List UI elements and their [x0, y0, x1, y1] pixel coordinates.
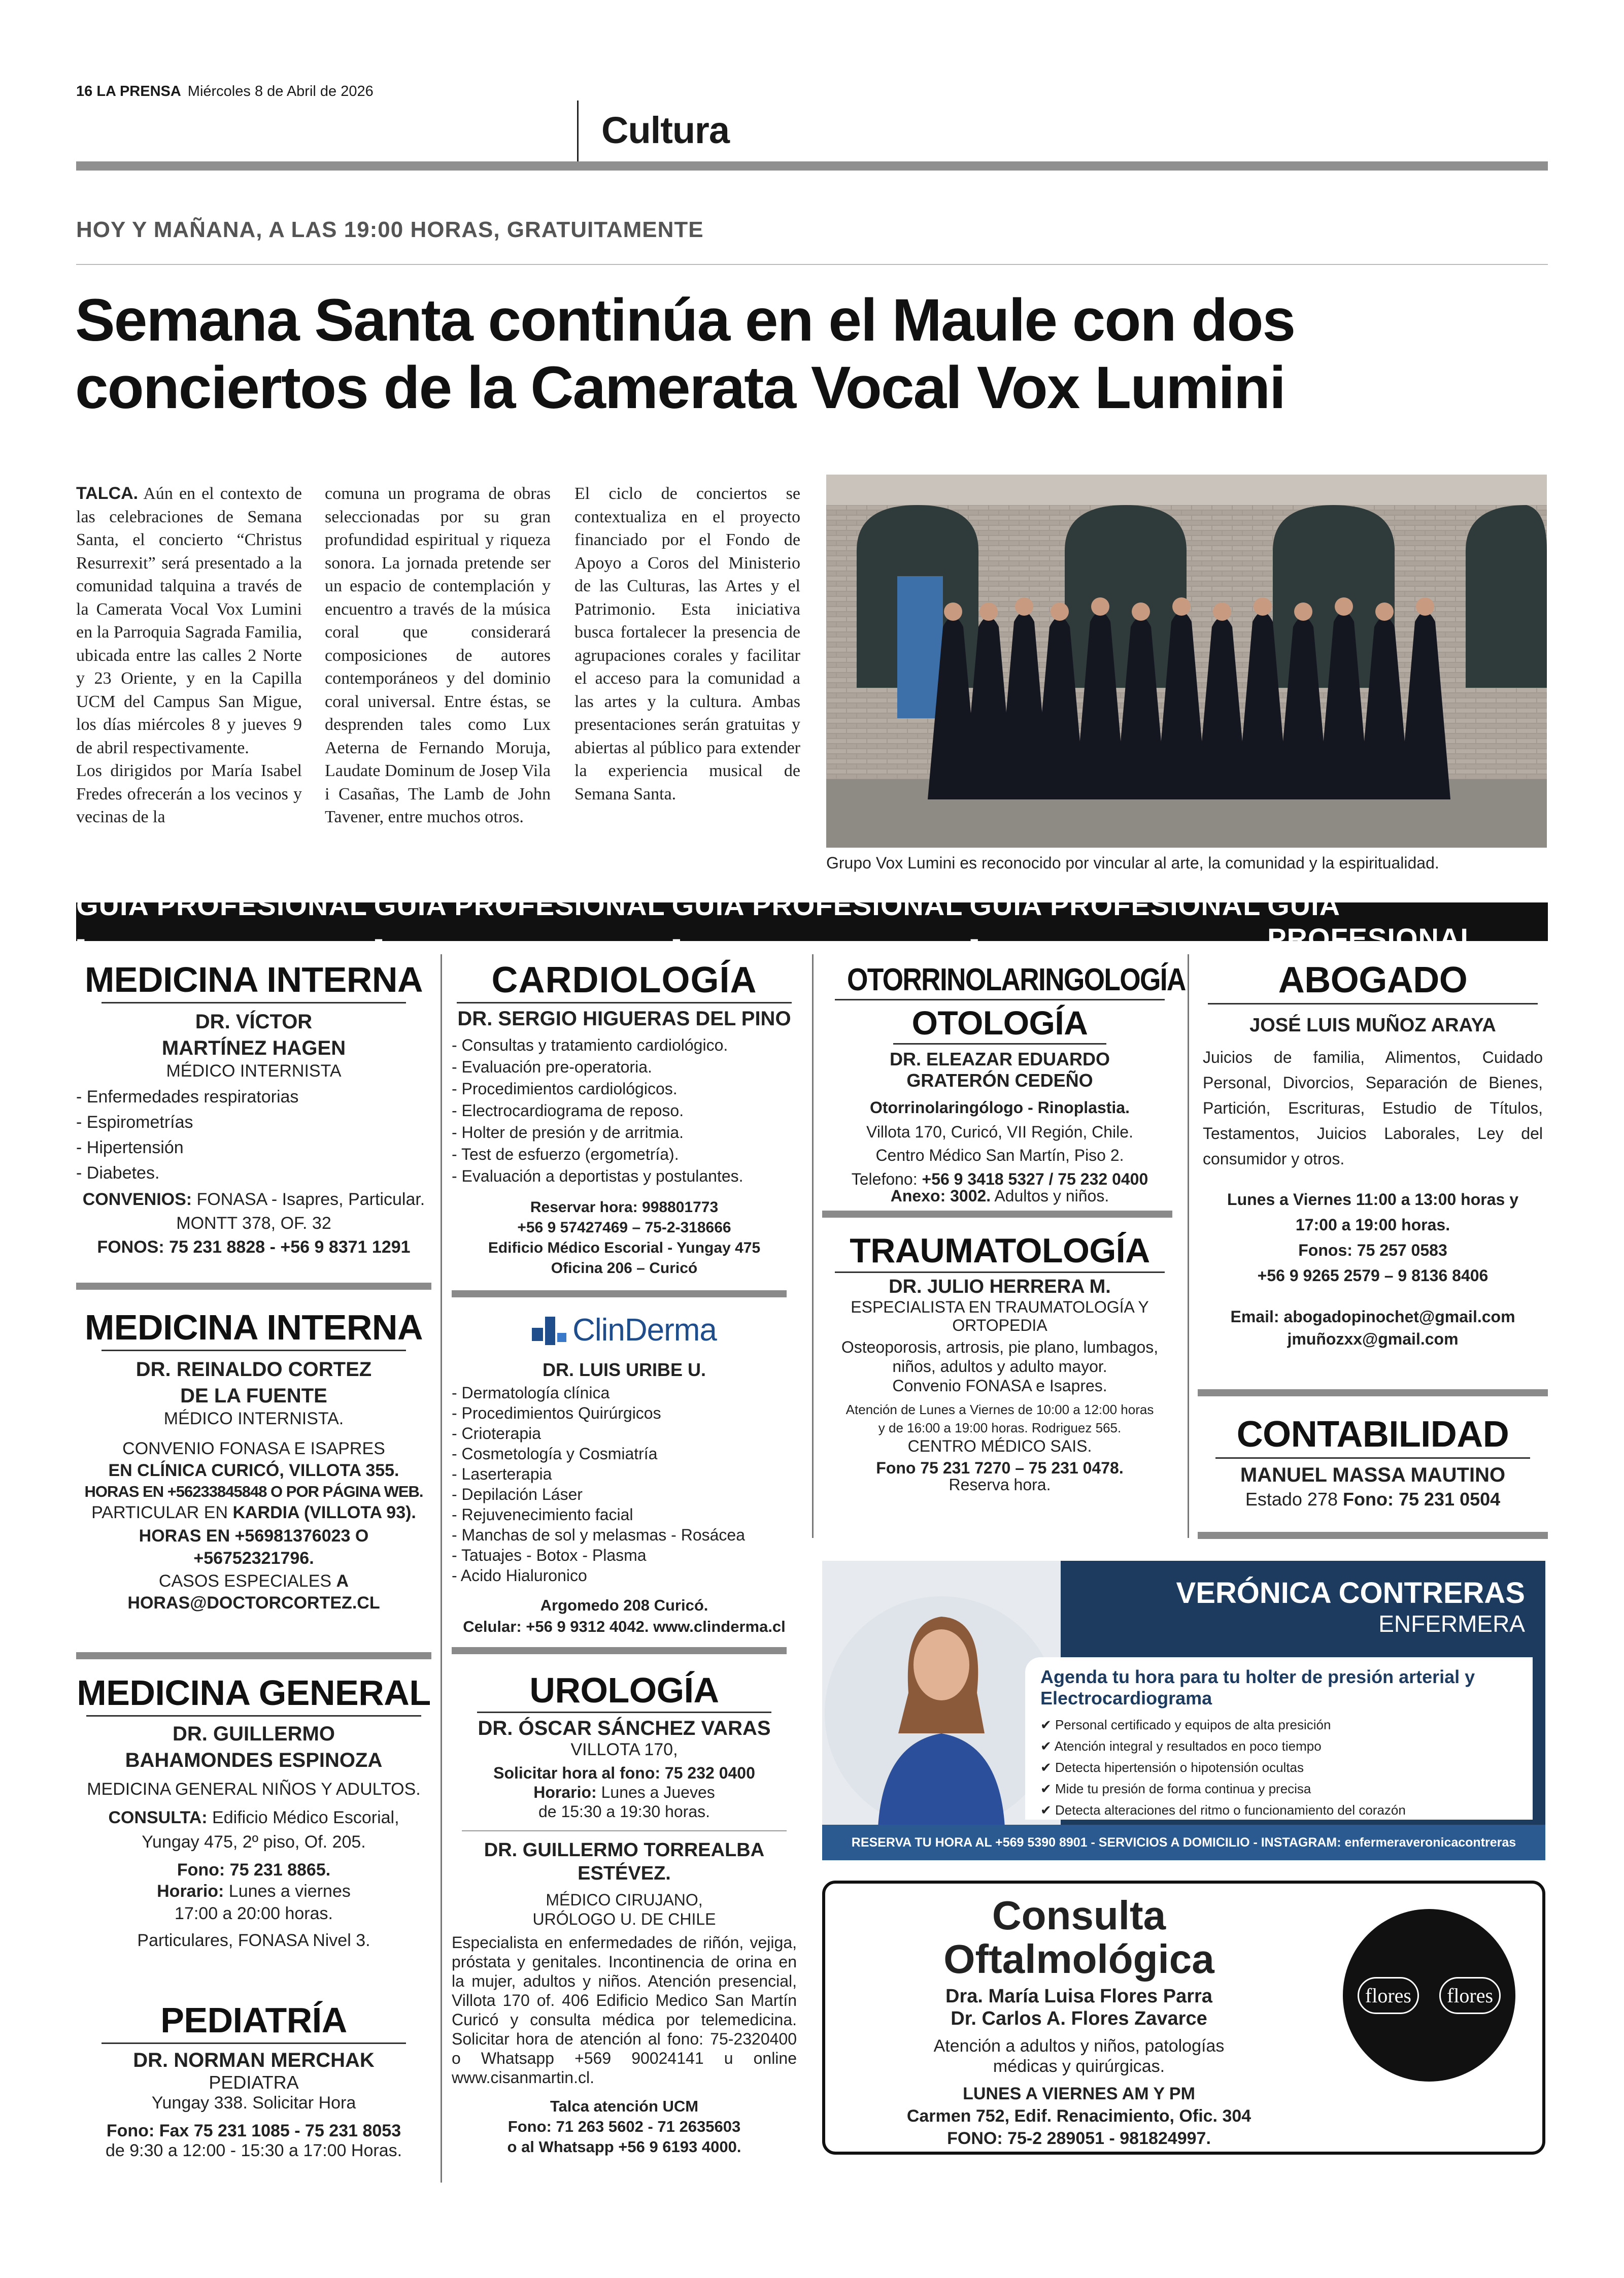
accountant-name: MANUEL MASSA MAUTINO	[1240, 1464, 1506, 1486]
check-text: Personal certificado y equipos de alta presición	[1055, 1717, 1331, 1732]
doctor-role: Otorrinolaringólogo - Rinoplastia.	[870, 1098, 1130, 1117]
phone-value: +56 9 3418 5327 / 75 232 0400	[922, 1170, 1148, 1188]
article-column-1	[76, 482, 302, 829]
doctor-role: MÉDICO INTERNISTA.	[163, 1409, 344, 1428]
clinderma-logo-icon	[532, 1313, 567, 1348]
ad-title: ABOGADO	[1278, 960, 1468, 1000]
services-panel	[1025, 1657, 1533, 1820]
column-divider	[441, 954, 442, 2183]
ad-separator	[76, 1283, 431, 1290]
services-checklist	[1040, 1714, 1517, 1821]
special-cases	[76, 1571, 431, 1591]
extension-label: Anexo: 3002.	[890, 1187, 991, 1205]
check-text: Detecta hipertensión o hipotensión ocultas	[1055, 1760, 1304, 1775]
ad-separator	[452, 1647, 787, 1654]
extension-note: Adultos y niños.	[991, 1187, 1109, 1205]
title-rule	[101, 1350, 406, 1351]
booking-footer: RESERVA TU HORA AL +569 5390 8901 - SERVICIOS A DOMICILIO - INSTAGRAM: enfermeraveronicacontreras	[822, 1825, 1545, 1860]
doctor-role: MÉDICO INTERNISTA	[166, 1061, 342, 1081]
nurse-name: VERÓNICA CONTRERAS	[1176, 1577, 1525, 1610]
article-headline	[75, 287, 1547, 422]
header-bar	[76, 161, 1548, 171]
convenios-label: CONVENIOS:	[82, 1190, 192, 1209]
address: Estado 278	[1245, 1489, 1343, 1510]
ad-medicina-interna-1	[76, 959, 431, 1257]
column-divider	[1188, 954, 1189, 1538]
address-phone	[1198, 1489, 1548, 1510]
kicker-rule	[76, 264, 1548, 265]
ad-traumatologia	[822, 1231, 1177, 1494]
particular-place: KARDIA (VILLOTA 93).	[232, 1503, 416, 1522]
check-item	[1040, 1799, 1517, 1821]
ad-abogado	[1198, 959, 1548, 1350]
article-column-2: comuna un programa de obras seleccionadas por su gran profundidad espiritual y riqueza sonora. La jornada pretende ser un espacio de contemplación y encuentro a través de la música coral que considerará composiciones de autores contemporáneos y del dominio coral universal. Entre éstas, se desprenden tales como Lux Aeterna de Fernando Moruja, Laudate Dominum de Josep Vila i Casañas, The Lamb de John Tavener, entre muchos otros.	[325, 484, 551, 826]
ad-pediatria	[76, 2000, 431, 2161]
consulta-value: Edificio Médico Escorial, Yungay 475, 2º piso, Of. 205.	[142, 1808, 399, 1852]
check-icon: ✔	[1040, 1802, 1056, 1818]
doctor-name: DR. SERGIO HIGUERAS DEL PINO	[457, 1008, 791, 1030]
clinic-line: EN CLÍNICA CURICÓ, VILLOTA 355.	[108, 1461, 399, 1480]
ad-title: CONTABILIDAD	[1236, 1414, 1509, 1455]
doctor-name: DR. ELEAZAR EDUARDO GRATERÓN CEDEÑO	[889, 1049, 1110, 1091]
doctor-name: DR. REINALDO CORTEZ DE LA FUENTE	[136, 1358, 372, 1407]
doctor-name: DR. GUILLERMO BAHAMONDES ESPINOZA	[125, 1723, 383, 1771]
guia-label: GUÍA PROFESIONAL -	[969, 889, 1261, 954]
check-icon: ✔	[1040, 1738, 1055, 1754]
ad-separator	[76, 1652, 431, 1659]
contact-info: LUNES A VIERNES AM Y PM Carmen 752, Edif. Renacimiento, Ofic. 304 FONO: 75-2 289051 - 981824997.	[906, 2084, 1251, 2148]
ad-otorrino	[822, 962, 1186, 1205]
doctor-role: PEDIATRA	[209, 2072, 299, 2093]
guia-profesional-banner	[76, 889, 1548, 954]
ad-separator	[1198, 1532, 1548, 1539]
article-column-3: El ciclo de conciertos se contextualiza en el proyecto financiado por el Fondo de Apoyo a Coros del Ministerio de las Culturas, las Artes y el Patrimonio. Esta iniciativa busca fortalecer la presencia de agrupaciones corales y facilitar el acceso para la comunidad a las artes y la cultura. Ambas presentaciones serán gratuitas y abiertas al público para extender la experiencia musical de Semana Santa.	[574, 484, 800, 803]
services-headline: Agenda tu hora para tu holter de presión arterial y Electrocardiograma	[1040, 1666, 1475, 1708]
title-rule	[86, 1715, 421, 1717]
clinderma-brand: ClinDerma	[572, 1313, 717, 1348]
doctor-role: MEDICINA GENERAL NIÑOS Y ADULTOS.	[87, 1780, 421, 1799]
doctor-name-2: DR. GUILLERMO TORREALBA ESTÉVEZ.	[484, 1839, 765, 1884]
particular-line	[76, 1503, 431, 1523]
check-item	[1040, 1714, 1517, 1735]
title-rule	[835, 999, 1165, 1000]
clinderma-logo	[452, 1312, 797, 1348]
hours-line: HORAS EN +56233845848 O POR PÁGINA WEB.	[84, 1483, 423, 1500]
nurse-role: ENFERMERA	[1378, 1611, 1525, 1637]
article-kicker: HOY Y MAÑANA, A LAS 19:00 HORAS, GRATUITAMENTE	[76, 217, 704, 242]
contact-info: Talca atención UCM Fono: 71 263 5602 - 71 2635603 o al Whatsapp +56 9 6193 4000.	[507, 2097, 741, 2156]
ad-separator	[1198, 1389, 1548, 1396]
doctors: Dra. María Luisa Flores Parra Dr. Carlos A. Flores Zavarce	[945, 1986, 1212, 2029]
center: CENTRO MÉDICO SAIS.	[907, 1437, 1092, 1455]
ad-contabilidad	[1198, 1414, 1548, 1510]
convenio-line: CONVENIO FONASA E ISAPRES	[122, 1439, 385, 1458]
header-divider	[577, 100, 579, 161]
phone-label: Telefono:	[851, 1170, 922, 1188]
guia-label: GUÍA PROFESIONAL	[1267, 889, 1478, 954]
doctor-name: DR. NORMAN MERCHAK	[133, 2049, 375, 2071]
consulta-label: CONSULTA:	[108, 1808, 208, 1827]
page-number: 16 LA PRENSA	[76, 83, 181, 99]
check-icon: ✔	[1040, 1760, 1056, 1775]
title-rule	[101, 1002, 406, 1003]
headline-line-2: conciertos de la Camerata Vocal Vox Lumini	[75, 354, 1285, 422]
hours-phones: Lunes a Viernes 11:00 a 13:00 horas y 17:00 a 19:00 horas. Fonos: 75 257 0583 +56 9 9265 2579 – 9 8136 8406	[1227, 1190, 1518, 1285]
schedule-value: Lunes a Jueves de 15:30 a 19:30 horas.	[538, 1783, 715, 1821]
email: HORAS@DOCTORCORTEZ.CL	[127, 1593, 380, 1613]
coverage: Particulares, FONASA Nivel 3.	[137, 1931, 370, 1950]
ad-medicina-general	[76, 1672, 431, 1951]
schedule-value: Lunes a viernes 17:00 a 20:00 horas.	[175, 1882, 351, 1923]
ad-title: CARDIOLOGÍA	[491, 960, 757, 1000]
practice-areas: Juicios de familia, Alimentos, Cuidado Personal, Divorcios, Separación de Bienes, Partición, Escrituras, Estudio de Títulos, Testamentos, Juicios Laborales, Ley del consumidor y otros.	[1203, 1048, 1543, 1168]
hours: de 9:30 a 12:00 - 15:30 a 17:00 Horas.	[105, 2141, 402, 2160]
ad-clinderma	[452, 1312, 797, 1637]
ad-title: PEDIATRÍA	[160, 2000, 347, 2040]
emails: Email: abogadopinochet@gmail.com jmuñozxx@gmail.com	[1230, 1308, 1515, 1348]
section-title: Cultura	[601, 109, 729, 151]
nurse-title	[1176, 1576, 1525, 1637]
special-label: CASOS ESPECIALES	[158, 1571, 336, 1591]
phones: FONOS: 75 231 8828 - +56 9 8371 1291	[97, 1237, 411, 1257]
doctor-name: DR. JULIO HERRERA M.	[889, 1276, 1111, 1297]
logo-lens-left: flores	[1358, 1977, 1419, 2014]
ad-title: MEDICINA INTERNA	[84, 960, 423, 999]
particular-label: PARTICULAR EN	[91, 1503, 233, 1522]
check-text: Detecta alteraciones del ritmo o funcionamiento del corazón	[1055, 1802, 1406, 1818]
oft-info	[825, 1894, 1333, 2150]
reserve: Reserva hora.	[949, 1476, 1051, 1494]
convenios	[76, 1190, 431, 1210]
phones: Fono: Fax 75 231 1085 - 75 231 8053	[106, 2121, 401, 2140]
schedule-label: Horario:	[533, 1783, 597, 1801]
doctor-role: ESPECIALISTA EN TRAUMATOLOGÍA Y ORTOPEDIA	[851, 1298, 1149, 1334]
phone: Fono: 75 231 8865.	[177, 1860, 331, 1880]
page-header	[76, 83, 374, 100]
convenios-value: FONASA - Isapres, Particular.	[192, 1190, 425, 1209]
check-item	[1040, 1735, 1517, 1757]
ad-title: Consulta Oftalmológica	[943, 1893, 1214, 1982]
ad-separator	[822, 1211, 1172, 1218]
schedule-label: Horario:	[157, 1882, 224, 1901]
column-1-text: Aún en el contexto de las celebraciones de Semana Santa, el concierto “Christus Resurrexit” será presentado a la comunidad talquina a través de la Camerata Vocal Vox Lumini en la Parroquia Sagrada Familia, ubicada entre las calles 2 Norte y 23 Oriente, y en la Capilla UCM del Campus San Migue, los días miércoles 8 y jueves 9 de abril respectivamente. Los dirigidos por María Isabel Fredes ofrecerán a los vecinos y vecinas de la	[76, 484, 302, 826]
title-rule	[1215, 1457, 1530, 1459]
address: Villota 170, Curicó, VII Región, Chile. Centro Médico San Martín, Piso 2.	[866, 1123, 1133, 1164]
consulta	[76, 1805, 431, 1854]
services-list: - Enfermedades respiratorias - Espirometrías - Hipertensión - Diabetes.	[76, 1087, 299, 1183]
ad-urologia	[452, 1670, 797, 2157]
title-rule	[1208, 1003, 1538, 1004]
address: Yungay 338. Solicitar Hora	[151, 2093, 356, 2113]
title-rule	[457, 1002, 792, 1003]
description: Osteoporosis, artrosis, pie plano, lumbagos, niños, adultos y adulto mayor. Convenio FONASA e Isapres.	[841, 1338, 1159, 1395]
ad-title: OTORRINOLARINGOLOGÍA	[847, 962, 1186, 997]
phone: Solicitar hora al fono: 75 232 0400	[493, 1764, 755, 1782]
contact-info: Argomedo 208 Curicó. Celular: +56 9 9312 4042. www.clinderma.cl	[463, 1596, 786, 1635]
ad-subtitle: OTOLOGÍA	[911, 1004, 1088, 1042]
address: MONTT 378, OF. 32	[176, 1214, 331, 1233]
extension	[822, 1187, 1177, 1205]
flores-logo	[1343, 1909, 1515, 2082]
divider	[462, 1830, 787, 1831]
logo-lens-right: flores	[1439, 1977, 1501, 2014]
title-rule	[101, 2042, 406, 2044]
headline-line-1: Semana Santa continúa en el Maule con dos	[75, 287, 1295, 354]
dateline: TALCA.	[76, 484, 139, 503]
title-rule	[477, 1712, 771, 1713]
ad-veronica-contreras	[822, 1561, 1545, 1860]
hours: Atención de Lunes a Viernes de 10:00 a 12:00 horas y de 16:00 a 19:00 horas. Rodriguez 565.	[845, 1402, 1154, 1435]
phones: Fono 75 231 7270 – 75 231 0478.	[876, 1459, 1124, 1477]
lawyer-name: JOSÉ LUIS MUÑOZ ARAYA	[1249, 1015, 1496, 1036]
choir-photo	[826, 475, 1547, 848]
check-icon: ✔	[1040, 1781, 1056, 1796]
ad-consulta-oftalmologica	[822, 1881, 1545, 2155]
check-text: Mide tu presión de forma continua y precisa	[1055, 1781, 1311, 1796]
schedule	[452, 1783, 797, 1821]
doctor-name: DR. ÓSCAR SÁNCHEZ VARAS	[478, 1717, 771, 1739]
services-list: - Dermatología clínica - Procedimientos Quirúrgicos - Crioterapia - Cosmetología y Cosmiatría - Laserterapia - Depilación Láser - Rejuvenecimiento facial - Manchas de sol y melasmas - Rosácea - Tatuajes - Botox - Plasma - Acido Hialuronico	[452, 1384, 745, 1585]
ad-cardiologia	[452, 959, 797, 1279]
issue-date: Miércoles 8 de Abril de 2026	[187, 83, 374, 99]
check-item	[1040, 1757, 1517, 1778]
check-text: Atención integral y resultados en poco tiempo	[1054, 1738, 1322, 1754]
doctor-role-2: MÉDICO CIRUJANO, URÓLOGO U. DE CHILE	[532, 1891, 716, 1928]
guia-label: GUÍA PROFESIONAL -	[76, 889, 367, 954]
ad-title: MEDICINA INTERNA	[84, 1308, 423, 1347]
address: VILLOTA 170,	[570, 1740, 678, 1759]
check-icon: ✔	[1040, 1717, 1056, 1732]
schedule	[76, 1880, 431, 1925]
guia-label: GUÍA PROFESIONAL -	[671, 889, 963, 954]
contact-info: Reservar hora: 998801773 +56 9 57427469 – 75-2-318666 Edificio Médico Escorial - Yungay 475 Oficina 206 – Curicó	[488, 1199, 761, 1277]
subtitle-rule	[893, 1043, 1106, 1045]
title-rule	[835, 1271, 1165, 1273]
description: Especialista en enfermedades de riñón, vejiga, próstata y genitales. Incontinencia de orina en la mujer, adultos y niños. Atención presencial, Villota 170 of. 406 Edificio Medico San Martín Curicó y consulta médica por telemedicina. Solicitar hora de atención al fono: 75-2320400 o Whatsapp +569 90024141 u online www.cisanmartin.cl.	[452, 1933, 797, 2087]
ad-medicina-interna-2	[76, 1307, 431, 1613]
phone-lines: HORAS EN +56981376023 O +56752321796.	[139, 1526, 369, 1568]
special-a: A	[336, 1571, 349, 1591]
ad-title: MEDICINA GENERAL	[77, 1673, 431, 1713]
services-list: - Consultas y tratamiento cardiológico. - Evaluación pre-operatoria. - Procedimientos cardiológicos. - Electrocardiograma de reposo. - Holter de presión y de arritmia. - Test de esfuerzo (ergometría). - Evaluación a deportistas y postulantes.	[452, 1036, 743, 1185]
guia-label: GUÍA PROFESIONAL -	[374, 889, 665, 954]
doctor-name: DR. LUIS URIBE U.	[542, 1359, 706, 1380]
phone: Fono: 75 231 0504	[1343, 1489, 1501, 1510]
ad-title: UROLOGÍA	[529, 1670, 719, 1710]
column-divider	[812, 954, 814, 1538]
photo-caption: Grupo Vox Lumini es reconocido por vincular al arte, la comunidad y la espiritualidad.	[826, 854, 1439, 872]
ad-title: TRAUMATOLOGÍA	[850, 1231, 1150, 1270]
doctor-name: DR. VÍCTOR MARTÍNEZ HAGEN	[161, 1011, 346, 1059]
description: Atención a adultos y niños, patologías médicas y quirúrgicas.	[933, 2036, 1225, 2076]
phone	[822, 1170, 1177, 1189]
choir-photo-illustration	[826, 475, 1547, 848]
ad-separator	[452, 1290, 787, 1297]
check-item	[1040, 1778, 1517, 1799]
